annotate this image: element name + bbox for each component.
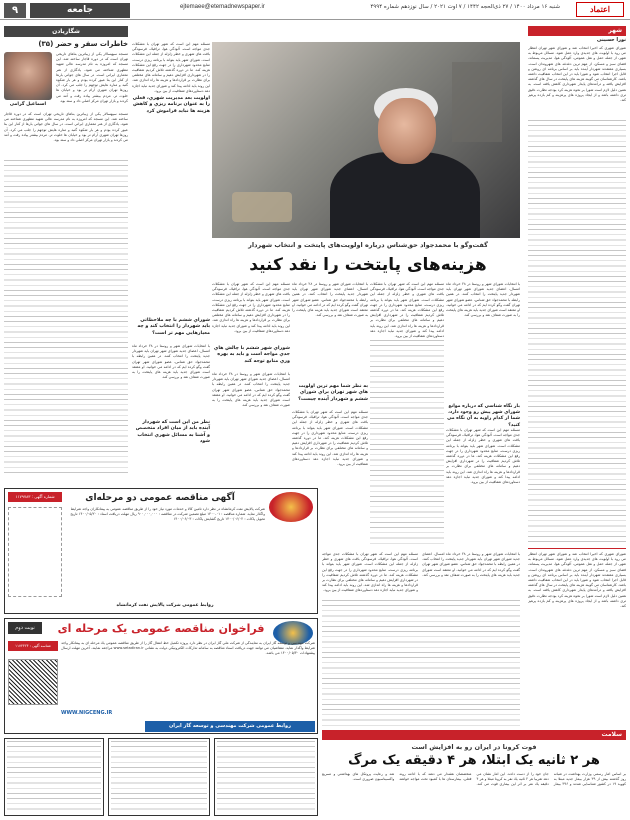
small-ad-1 bbox=[4, 738, 104, 816]
covid-title: هر ۲ ثانیه یک ابتلا، هر ۴ دقیقه یک مرگ bbox=[348, 753, 600, 768]
interview-question-1: به نظر شما مهم ترين اولويت هاي شهر تهران براي شوراي ششم و شهردار آينده چيست؟ bbox=[298, 384, 368, 402]
right-column-author: نورا حسینی bbox=[596, 37, 626, 43]
left-column-title: خاطرات سفر و حضر (۳۵) bbox=[38, 40, 128, 48]
section-email[interactable]: ejtemaee@etemadnewspaper.ir bbox=[180, 4, 265, 10]
interview-body-col2b: مسئله مهم اين است كه شهر تهران با مشكلات جدي مواجه است. آلودگي هوا، ترافيك، فرسودگي بافت هاي شهري و خطر زلزله از جمله اين مشكلات است. شوراي شهر بايد بتواند با برنامه ريزي درست، منابع محدود شهرداري را در جهت رفع اين مشكلات هزينه كند. ما در دوره گذشته تلاش كرديم شفافيت را در شهرداري افزايش دهيم و سامانه هاي مختلفي براي نظارت بر قراردادها و هزينه ها راه اندازي شد. اين روند بايد ادامه پيدا كند و شوراي جديد نبايد اجازه دهد دستاوردهاي شفافيت از بين برود. bbox=[292, 410, 368, 467]
small-ad-2-text bbox=[111, 741, 207, 813]
qr-code-icon bbox=[8, 659, 58, 705]
covid-kicker: فوت کرونا در ایران رو به افزایش است bbox=[411, 743, 537, 751]
ad-1-body: شركت پالايش نفت كرمانشاه در نظر دارد تامين كالا و خدمات مورد نياز خود را از طريق مناقصه عمومي به پيمانكاران واجد شرايط واگذار نمايد. شماره مناقصه : ۰۱-۱۴۰۰ مبلغ تضمين شركت در مناقصه : ۹۰۰,۰۰۰,۰۰۰ ريال مهلت دريافت اسناد : ۱۴۰۰/۰۵/۲۰ تاريخ تحويل پاكات : ۱۴۰۰/۰۶/۰۲ تاريخ گشايش پاكات : ۱۴۰۰/۰۶/۰۳ bbox=[70, 507, 265, 522]
interview-end-col-b: با انتخابات شوراي شهر و روستا در ۲۸ خرداد ماه امسال، اعضاي جديد شوراي شهر تهران بايد شهردار جديد پايتخت را انتخاب كنند. در همين رابطه با محمدجواد حق شناس، عضو شوراي شهر تهران گفت وگو كرده ايم كه در ادامه مي خوانيد. او معتقد است شوراي جديد بايد هزينه هاي پايتخت را به صورت شفاف نقد و بررسي كند. bbox=[422, 552, 520, 577]
interview-body-col1: مسئله مهم اين است كه شهر تهران با مشكلات جدي مواجه است. آلودگي هوا، ترافيك، فرسودگي بافت هاي شهري و خطر زلزله از جمله اين مشكلات است. شوراي شهر بايد بتواند با برنامه ريزي درست، منابع محدود شهرداري را در جهت رفع اين مشكلات هزينه كند. ما در دوره گذشته تلاش كرديم شفافيت را در شهرداري افزايش دهيم و سامانه هاي مختلفي براي نظارت بر قراردادها و هزينه ها راه اندازي شد. اين روند بايد ادامه پيدا كند و شوراي جديد نبايد اجازه دهد دستاوردهاي شفافيت از بين برود. bbox=[212, 282, 290, 333]
interview-body-col1b: با انتخابات شوراي شهر و روستا در ۲۸ خرداد ماه امسال، اعضاي جديد شوراي شهر تهران بايد شهردار جديد پايتخت را انتخاب كنند. در همين رابطه با محمدجواد حق شناس، عضو شوراي شهر تهران گفت وگو كرده ايم كه در ادامه مي خوانيد. او معتقد است شوراي جديد بايد هزينه هاي پايتخت را به صورت شفاف نقد و بررسي كند. bbox=[212, 372, 290, 408]
pull-quote-3: نظر من اين است كه شهردار آينده بايد از ميان افراد متخصص و آشنا به مسائل شهري انتخاب شود bbox=[132, 420, 210, 446]
left-column-intro: مسجد سپهسالار يكي از زيباترين بناهاي تاريخي تهران است كه در دوره قاجار ساخته شد. اين مسجد كه امروزه به نام مدرسه عالي شهيد مطهري شناخته مي شود، يادگاري از هنر معماري ايراني است. در سال هاي جواني بارها از كنار اين بنا عبور كرده بودم و هر بار شكوه گنبد و مناره هايش توجهم را جلب مي كرد. آن روزها تهران شهري آرام تر بود و خيابان ها خلوت تر. مردم بيشتر پياده رفت و آمد مي كردند و بازار تهران مركز اصلي داد و ستد بود. bbox=[56, 52, 128, 103]
ad-2-website[interactable]: WWW.NIGCENG.IR bbox=[61, 710, 113, 716]
ad-1-title: آگهی مناقصه عمومی دو مرحله‌ای bbox=[85, 493, 235, 503]
photo-face bbox=[378, 98, 436, 164]
interview-continued-bottom: با انتخابات شوراي شهر و روستا در ۲۸ خرداد ماه امسال، اعضاي جديد شوراي شهر تهران بايد شهردار جديد پايتخت را انتخاب كنند. در همين رابطه با محمدجواد حق شناس، عضو شوراي شهر تهران گفت وگو كرده ايم كه در ادامه مي خوانيد. او معتقد است شوراي جديد بايد هزينه هاي پايتخت را به صورت شفاف نقد و بررسي كند. bbox=[132, 344, 210, 380]
section-title: جامعه bbox=[30, 3, 130, 18]
nioc-logo-icon bbox=[269, 492, 313, 522]
interview-intro: با انتخابات شوراي شهر و روستا در ۲۸ خرداد ماه امسال، اعضاي جديد شوراي شهر تهران بايد شهردار جديد پايتخت را انتخاب كنند. در همين رابطه با محمدجواد حق شناس، عضو شوراي شهر تهران گفت وگو كرده ايم كه در ادامه مي خوانيد. او معتقد است شوراي جديد بايد هزينه هاي پايتخت را به صورت شفاف نقد و بررسي كند. bbox=[446, 282, 520, 318]
interview-photo bbox=[212, 42, 520, 238]
left-column-body: مسجد سپهسالار يكي از زيباترين بناهاي تاريخي تهران است كه در دوره قاجار ساخته شد. اين مسجد كه امروزه به نام مدرسه عالي شهيد مطهري شناخته مي شود، يادگاري از هنر معماري ايراني است. در سال هاي جواني بارها از كنار اين بنا عبور كرده بودم و هر بار شكوه گنبد و مناره هايش توجهم را جلب مي كرد. آن روزها تهران شهري آرام تر بود و خيابان ها خلوت تر. مردم بيشتر پياده رفت و آمد مي كردند و بازار تهران مركز اصلي داد و ستد بود. bbox=[4, 112, 128, 143]
interview-continued-top: مسئله مهم اين است كه شهر تهران با مشكلات جدي مواجه است. آلودگي هوا، ترافيك، فرسودگي بافت هاي شهري و خطر زلزله از جمله اين مشكلات است. شوراي شهر بايد بتواند با برنامه ريزي درست، منابع محدود شهرداري را در جهت رفع اين مشكلات هزينه كند. ما در دوره گذشته تلاش كرديم شفافيت را در شهرداري افزايش دهيم و سامانه هاي مختلفي براي نظارت بر قراردادها و هزينه ها راه اندازي شد. اين روند بايد ادامه پيدا كند و شوراي جديد نبايد اجازه دهد دستاوردهاي شفافيت از بين برود. bbox=[132, 42, 210, 93]
issue-date: شنبه ۱۶ مرداد ۱۴۰۰ / ۲۷ ذی‌الحجه ۱۴۴۲ / ۷ اوت ۲۰۲۱ / سال نوزدهم شماره ۴۹۹۴ bbox=[370, 4, 560, 10]
interview-col3-lines bbox=[370, 340, 444, 548]
ad-2-footer: روابط عمومی شرکت مهندسی و توسعه گاز ایران bbox=[145, 721, 315, 732]
divider bbox=[528, 548, 626, 549]
tender-ad-1 bbox=[4, 488, 318, 614]
tender-ad-2 bbox=[4, 618, 318, 734]
page-header bbox=[0, 0, 630, 20]
photo-background bbox=[452, 62, 502, 142]
columnist-photo bbox=[4, 52, 52, 100]
ad-1-side-panel bbox=[8, 507, 62, 597]
ad-2-title: فراخوان مناقصه عمومی یک مرحله ای bbox=[57, 622, 265, 635]
newspaper-logo: اعتماد bbox=[576, 2, 624, 17]
headline-title: هزینه‌های پایتخت را نقد کنید bbox=[249, 255, 487, 275]
interview-body-col3: مسئله مهم اين است كه شهر تهران با مشكلات جدي مواجه است. آلودگي هوا، ترافيك، فرسودگي بافت هاي شهري و خطر زلزله از جمله اين مشكلات است. شوراي شهر بايد بتواند با برنامه ريزي درست، منابع محدود شهرداري را در جهت رفع اين مشكلات هزينه كند. ما در دوره گذشته تلاش كرديم شفافيت را در شهرداري افزايش دهيم و سامانه هاي مختلفي براي نظارت بر قراردادها و هزينه ها راه اندازي شد. اين روند بايد ادامه پيدا كند و شوراي جديد نبايد اجازه دهد دستاوردهاي شفافيت از بين برود. bbox=[370, 282, 444, 339]
ad-2-tag: نوبت دوم bbox=[8, 622, 42, 634]
left-column-label: شگاریادن bbox=[4, 26, 128, 37]
page-number: ۹ bbox=[4, 3, 26, 18]
covid-body: بر اساس آمار رسمي وزارت بهداشت در شبانه روز گذشته بيش از ۳۹ هزار بيمار جديد مبتلا به كوويد ۱۹ در كشور شناسايي شدند و ۳۹۶ بيمار جان خود را از دست دادند. اين آمار نشان مي دهد تقريبا هر ۲ ثانيه يك نفر به كرونا مبتلا و هر ۴ دقيقه يك نفر بر اثر اين بيماري فوت مي كند. متخصصان هشدار مي دهند كه با ادامه روند فعلي، بيمارستان ها با كمبود تخت مواجه خواهند شد و رعايت پروتكل هاي بهداشتي و تسريع واكسيناسيون ضروري است. bbox=[322, 772, 626, 787]
interview-question-2: شوراي ششم با چه ملاحظاتي بايد شهردار را انتخاب كند و چه معيارهايي مهم تر است؟ bbox=[137, 318, 210, 336]
ad-1-footer: روابط عمومی شرکت پالایش نفت کرمانشاه bbox=[116, 603, 214, 608]
headline-kicker: گفت‌وگو با محمدجواد حق‌شناس درباره اولویت‌های پایتخت و انتخاب شهردار bbox=[248, 241, 488, 249]
small-ad-2 bbox=[108, 738, 210, 816]
small-ad-3 bbox=[214, 738, 318, 816]
interview-body-col2: با انتخابات شوراي شهر و روستا در ۲۸ خرداد ماه امسال، اعضاي جديد شوراي شهر تهران بايد شهردار جديد پايتخت را انتخاب كنند. در همين رابطه با محمدجواد حق شناس، عضو شوراي شهر تهران گفت وگو كرده ايم كه در ادامه مي خوانيد. او معتقد است شوراي جديد بايد هزينه هاي پايتخت را به صورت شفاف نقد و بررسي كند. bbox=[292, 282, 368, 318]
left-column-text-lines bbox=[4, 160, 128, 476]
columnist-name: اسماعیل گرامی bbox=[9, 102, 47, 107]
small-ad-1-text bbox=[7, 741, 101, 813]
interview-question-3: بار نگاه شناسي كه درباره موانع شوراي شهر پيش رو وجود دارد، شما از كدام زاويه به آن نگاه مي كنيد؟ bbox=[447, 404, 520, 428]
covid-section-label: سلامت bbox=[322, 730, 626, 740]
interview-end-lines bbox=[322, 600, 520, 728]
pull-quote-1: اولويت بعد مديريت شهري، فعلي را به عنوان برنامه ريزي و كاهش هزينه ها نبايد فراموش كرد bbox=[132, 96, 210, 114]
interview-body-col4: مسئله مهم اين است كه شهر تهران با مشكلات جدي مواجه است. آلودگي هوا، ترافيك، فرسودگي بافت هاي شهري و خطر زلزله از جمله اين مشكلات است. شوراي شهر بايد بتواند با برنامه ريزي درست، منابع محدود شهرداري را در جهت رفع اين مشكلات هزينه كند. ما در دوره گذشته تلاش كرديم شفافيت را در شهرداري افزايش دهيم و سامانه هاي مختلفي براي نظارت بر قراردادها و هزينه ها راه اندازي شد. اين روند بايد ادامه پيدا كند و شوراي جديد نبايد اجازه دهد دستاوردهاي شفافيت از بين برود. bbox=[446, 428, 520, 485]
photo-suit bbox=[330, 152, 480, 238]
pull-quote-2: شوراي شهر ششم با چالش هاي جدي مواجه است و بايد به بهره وري منابع توجه كند bbox=[213, 346, 290, 364]
ad-2-body: شركت مهندسي و توسعه گاز ايران به نمايندگي از شركت ملي گاز ايران در نظر دارد پروژه تكميل خط انتقال گاز را از طريق مناقصه عمومي يك مرحله اي به پيمانكار واجد شرايط واگذار نمايد. متقاضيان مي توانند جهت دريافت اسناد مناقصه به سامانه تداركات الكترونيكي دولت به نشاني www.setadiran.ir مراجعه نمايند. آخرين مهلت ارسال پيشنهادات ۱۴۰۰/۰۵/۳۰ مي باشد. bbox=[61, 641, 315, 656]
right-column-label: شهر bbox=[528, 26, 626, 36]
right-column-text-lines bbox=[528, 120, 626, 546]
ad-2-badge: شناسه آگهی : ۱۱۷۴۳۲۴ bbox=[8, 641, 58, 651]
right-column-body-lower: شوراي شهري كه اخيرا انتخاب شد و شوراي شهر تهران انتظار مي رود با اولويت هاي جديدي وارد عمل شود. مسائل مربوط به شهر، از جمله حمل و نقل عمومي، آلودگي هوا، مديريت پسماند، فضاي سبز و مسكن، از مهم ترين دغدغه هاي شهروندان است. بسياري معتقدند شهردار آينده بايد بر اساس برنامه اي روشن و قابل اجرا انتخاب شود و شورا بايد در اين انتخاب شفافيت داشته باشد. كارشناسان مي گويند هزينه هاي پايتخت در سال هاي گذشته افزايش يافته و درآمدهاي پايدار شهرداري كاهش يافته است. به همين دليل لازم است شورا بر نحوه هزينه كرد بودجه نظارت دقيق تري داشته باشد و از ايجاد پروژه هاي پرهزينه و كم بازده پرهيز كند. bbox=[528, 552, 626, 609]
small-ad-3-text bbox=[217, 741, 315, 813]
photo-cup bbox=[232, 192, 292, 222]
ad-1-badge: شماره آگهی : ۱۱۷۹۷۸۳ bbox=[8, 492, 62, 502]
right-column-body: شوراي شهري كه اخيرا انتخاب شد و شوراي شهر تهران انتظار مي رود با اولويت هاي جديدي وارد عمل شود. مسائل مربوط به شهر، از جمله حمل و نقل عمومي، آلودگي هوا، مديريت پسماند، فضاي سبز و مسكن، از مهم ترين دغدغه هاي شهروندان است. بسياري معتقدند شهردار آينده بايد بر اساس برنامه اي روشن و قابل اجرا انتخاب شود و شورا بايد در اين انتخاب شفافيت داشته باشد. كارشناسان مي گويند هزينه هاي پايتخت در سال هاي گذشته افزايش يافته و درآمدهاي پايدار شهرداري كاهش يافته است. به همين دليل لازم است شورا بر نحوه هزينه كرد بودجه نظارت دقيق تري داشته باشد و از ايجاد پروژه هاي پرهزينه و كم بازده پرهيز كند. bbox=[528, 46, 626, 103]
interview-end-col-a: مسئله مهم اين است كه شهر تهران با مشكلات جدي مواجه است. آلودگي هوا، ترافيك، فرسودگي بافت هاي شهري و خطر زلزله از جمله اين مشكلات است. شوراي شهر بايد بتواند با برنامه ريزي درست، منابع محدود شهرداري را در جهت رفع اين مشكلات هزينه كند. ما در دوره گذشته تلاش كرديم شفافيت را در شهرداري افزايش دهيم و سامانه هاي مختلفي براي نظارت بر قراردادها و هزينه ها راه اندازي شد. اين روند بايد ادامه پيدا كند و شوراي جديد نبايد اجازه دهد دستاوردهاي شفافيت از بين برود. bbox=[322, 552, 418, 593]
